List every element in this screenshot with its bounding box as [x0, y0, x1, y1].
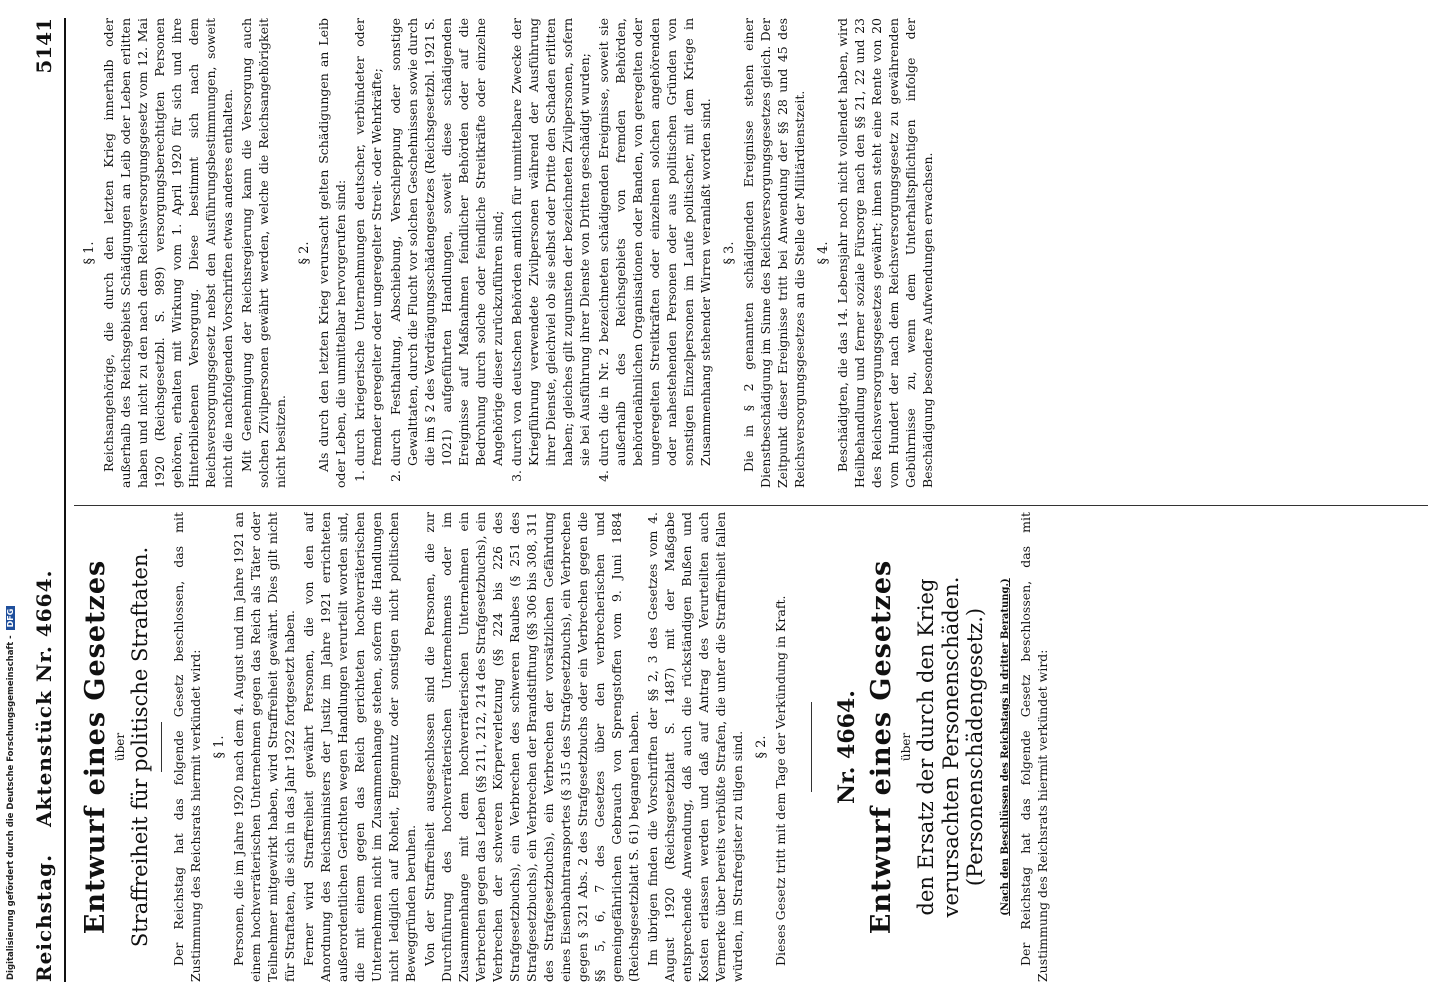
header-aktenstueck: Aktenstück Nr. 4664.	[32, 569, 56, 827]
list-item: 1. durch kriegerische Unternehmungen deutscher, verbündeter oder fremder geregelter oder ungeregelter Streit- oder Wehrkräfte;	[351, 18, 385, 466]
page-header	[30, 18, 66, 982]
section-heading-4: § 4.	[816, 241, 831, 265]
section-heading-1: § 1.	[211, 735, 227, 759]
column-divider	[74, 505, 1428, 506]
credit-text: Digitalisierung gefördert durch die Deutsche Forschungsgemeinschaft -	[6, 635, 16, 980]
right-column	[74, 18, 1428, 488]
paragraph: Die in § 2 genannten schädigenden Ereignisse stehen einer Dienstbeschädigung im Sinne des Reichsversorgungsgesetzes gleich. Der Zeitpunkt dieser Ereignisse tritt bei Anwendung der §§ 28 und 45 des Reichsversorgungsgesetzes an die Stelle der Militärdienstzeit.	[741, 18, 807, 488]
paragraph: Beschädigten, die das 14. Lebensjahr noch nicht vollendet haben, wird Heilbehandlung und ferner soziale Fürsorge nach den §§ 21, 22 und 23 des Reichsversorgungsgesetzes gewährt; ihnen steht eine Rente von 20 vom Hundert der nach dem Reichsversorgungsgesetz zu gewährenden Gebührnisse zu, wenn dem Unterhaltspflichtigen infolge der Beschädigung besondere Aufwendungen erwachsen.	[835, 18, 935, 488]
list-item: 3. durch von deutschen Behörden amtlich für unmittelbare Zwecke der Kriegführung verwendete Zivilpersonen während der Ausführung ihrer Dienste, gleichviel ob sie selbst oder Dritte den Schaden erlitten haben; gleiches gilt zugunsten der bezeichneten Zivilpersonen, sofern sie bei Ausführung ihrer Dienste von Dritten geschädigt wurden;	[508, 18, 593, 466]
enacting-clause-2: Der Reichstag hat das folgende Gesetz beschlossen, das mit Zustimmung des Reichsrats hiermit verkündet wird:	[1018, 512, 1051, 982]
law-title-2: Entwurf eines Gesetzes	[865, 559, 897, 935]
paragraph: Personen, die im Jahre 1920 nach dem 4. August und im Jahre 1921 an einem hochverräterischen Unternehmen gegen das Reich als Täter oder Teilnehmer mitgewirkt haben, wird Straffreiheit gewährt. Dies gilt nicht für Straftaten, die sich in das Jahr 1922 fortgesetzt haben.	[230, 512, 297, 982]
paragraph: Ferner wird Straffreiheit gewährt Personen, die von den auf Anordnung des Reichsministers der Justiz im Jahre 1921 errichteten außerordentlichen Gerichten wegen Handlungen verurteilt worden sind, die mit einem gegen das Reich gerichteten hochverräterischen Unternehmen nicht im Zusammenhange stehen, sofern die Handlungen nicht lediglich auf Roheit, Eigennutz oder sonstigen nicht politischen Beweggründen beruhen.	[300, 512, 418, 982]
paragraph: Reichsangehörige, die durch den letzten Krieg innerhalb oder außerhalb des Reichsgebiets Schädigungen an Leib oder Leben erlitten haben und nicht zu den nach dem Reichsversorgungsgesetz vom 12. Mai 1920 (Reichsgesetzbl. S. 989) versorgungsberechtigten Personen gehören, erhalten mit Wirkung vom 1. April 1920 für sich und ihre Hinterbliebenen Versorgung. Diese bestimmt sich nach dem Reichsversorgungsgesetz nebst den Ausführungsbestimmungen, soweit nicht die nachfolgenden Vorschriften etwas anderes enthalten.	[101, 18, 235, 488]
digitization-credit	[6, 20, 20, 980]
paragraph: Als durch den letzten Krieg verursacht gelten Schädigungen an Leib oder Leben, die unmittelbar hervorgerufen sind:	[316, 18, 348, 488]
law-subtitle-1: Straffreiheit für politische Straftaten.	[128, 546, 153, 948]
paragraph: Im übrigen finden die Vorschriften der §§ 2, 3 des Gesetzes vom 4. August 1920 (Reichsgesetzblatt S. 1487) mit der Maßgabe entsprechende Anwendung, daß auch die rückständigen Bußen und Kosten erlassen werden und daß auf Antrag des Verurteilten auch Vermerke über bereits verbüßte Strafen, die unter die Straffreiheit fallen würden, im Strafregister zu tilgen sind.	[644, 512, 745, 982]
section-heading-1: § 1.	[82, 241, 97, 265]
divider-rule	[161, 722, 162, 772]
divider-rule	[811, 702, 812, 792]
section-heading-2: § 2.	[297, 241, 312, 265]
law-subtitle-2: den Ersatz der durch den Krieg verursachten Personenschäden.	[913, 576, 963, 918]
reading-note: (Nach den Beschlüssen des Reichstags in dritter Beratung.)	[1000, 578, 1012, 916]
paragraph: Von der Straffreiheit ausgeschlossen sind die Personen, die zur Durchführung des hochverräterischen Unternehmens oder im Zusammenhange mit dem hochverräterischen Unternehmen ein Verbrechen gegen das Leben (§§ 211, 212, 214 des Strafgesetzbuchs), ein Verbrechen der schweren Körperverletzung (§§ 224 bis 226 des Strafgesetzbuchs), ein Verbrechen des schweren Raubes (§ 251 des Strafgesetzbuchs), ein Verbrechen der Brandstiftung (§§ 306 bis 308, 311 des Strafgesetzbuchs), ein Verbrechen der vorsätzlichen Gefährdung eines Eisenbahntransportes (§ 315 des Strafgesetzbuchs), ein Verbrechen gegen § 321 Abs. 2 des Strafgesetzbuchs oder ein Verbrechen gegen die §§ 5, 6, 7 des Gesetzes über den verbrecherischen und gemeingefährlichen Gebrauch von Sprengstoffen vom 9. Juni 1884 (Reichsgesetzblatt S. 61) begangen haben.	[421, 512, 641, 982]
ueber-1: über	[113, 732, 128, 762]
section-heading-2: § 2.	[753, 735, 769, 759]
left-column	[74, 512, 1428, 982]
dfg-logo: DFG	[6, 606, 15, 631]
numbered-list	[351, 18, 714, 488]
enacting-clause-1: Der Reichstag hat das folgende Gesetz beschlossen, das mit Zustimmung des Reichsrats hiermit verkündet wird:	[170, 512, 203, 982]
section-heading-3: § 3.	[722, 241, 737, 265]
ueber-2: über	[898, 732, 913, 762]
paragraph: Dieses Gesetz tritt mit dem Tage der Verkündung in Kraft.	[772, 595, 788, 966]
law-title-1: Entwurf eines Gesetzes	[80, 559, 111, 935]
list-item: 4. durch die in Nr. 2 bezeichneten schädigenden Ereignisse, soweit sie außerhalb des Reichsgebiets von fremden Behörden, behördenähnlichen Organisationen oder Banden, von geregelten oder ungeregelten Streitkräften oder einzelnen solchen angehörenden oder nahestehenden Personen oder aus politischen Gründen von sonstigen Einzelpersonen im Laufe politischer, mit dem Kriege in Zusammenhang stehender Wirren veranlaßt worden sind.	[595, 18, 714, 466]
paragraph: Mit Genehmigung der Reichsregierung kann die Versorgung auch solchen Zivilpersonen gewährt werden, welche die Reichsangehörigkeit nicht besitzen.	[239, 18, 288, 488]
header-reichstag: Reichstag.	[32, 853, 56, 982]
list-item: 2. durch Festhaltung, Abschiebung, Verschleppung oder sonstige Gewalttaten, durch die Flucht vor solchen Geschehnissen sowie durch die im § 2 des Verdrängungsschädengesetzes (Reichsgesetzbl. 1921 S. 1021) aufgeführten Handlungen, soweit diese schädigenden Ereignisse auf Maßnahmen feindlicher Behörden oder auf die Bedrohung durch solche oder feindliche Streitkräfte oder einzelne Angehörige dieser zurückzuführen sind;	[387, 18, 506, 466]
law-short-title: (Personenschädengesetz.)	[963, 607, 988, 887]
document-number: Nr. 4664.	[833, 690, 860, 804]
page-number: 5141	[32, 18, 56, 74]
